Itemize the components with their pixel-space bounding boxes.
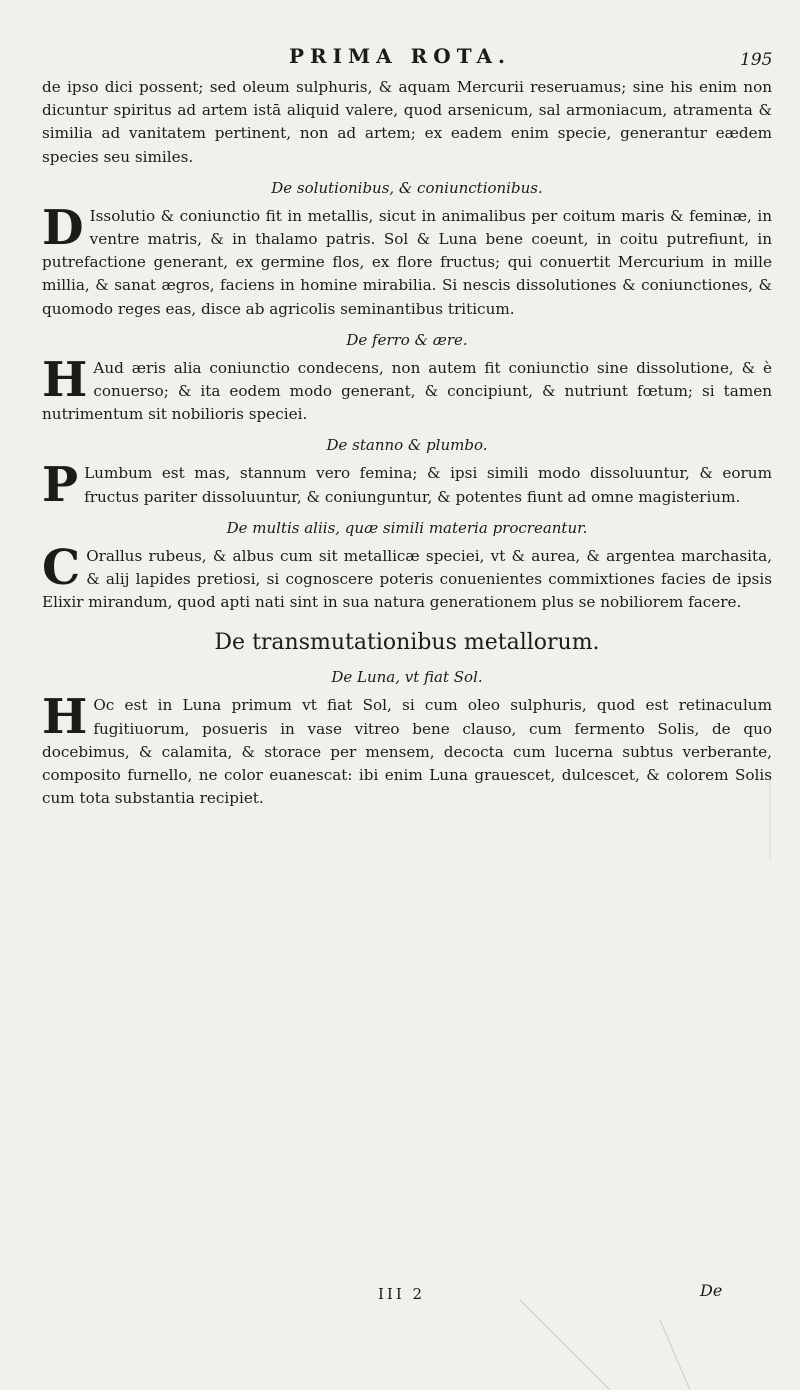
paragraph-text: Lumbum est mas, stannum vero femina; & ipsi simili modo dissoluuntur, & eorum fructus pariter dissoluuntur, & coniunguntur, & potentes fiunt ad omne magisterium. — [84, 464, 772, 506]
paragraph-text: Oc est in Luna primum vt fiat Sol, si cum oleo sulphuris, quod est retinaculum fugitiuorum, posueris in vase vitreo bene clauso, cum fermento Solis, de quo docebimus, & calamita, & storace per mensem, decocta cum lucerna subtus verberante, composito furnello, ne color euanescat: ibi enim Luna grauescet, dulcescet, & colorem Solis cum tota substantia recipiet. — [42, 696, 772, 808]
section-paragraph — [42, 351, 772, 427]
paragraph-text: Aud æris alia coniunctio condecens, non autem fit coniunctio sine dissolutione, & è conuerso; & ita eodem modo generant, & concipiunt, & nutriunt fœtum; si tamen nutrimentum sit nobilioris speciei. — [42, 358, 772, 424]
section-title: De Luna, vt fiat Sol. — [331, 668, 483, 687]
paragraph-text: Issolutio & coniunctio fit in metallis, sicut in animalibus per coitum maris & feminæ, in ventre matris, & in thalamo patris. Sol & Luna bene coeunt, in coitu putrefiunt, in putrefactione generant, ex germine flos, ex flore fructus; qui conuertit Mercurium in mille millia, & sanat ægros, faciens in homine mirabilia. Si nescis dissolutiones & coniunctiones, & quomodo reges eas, disce ab agricolis seminantibus triticum. — [42, 206, 772, 318]
section-paragraph — [42, 539, 772, 615]
drop-capital: C — [42, 539, 81, 596]
section-title: De stanno & plumbo. — [326, 436, 488, 455]
paragraph-text: Orallus rubeus, & albus cum sit metallicæ speciei, vt & aurea, & argentea marchasita, & alij lapides pretiosi, si cognoscere poteris conuenientes commixtiones facies de ipsis Elixir mirandum, quod apti nati sint in sua natura generationem plus se nobiliorem facere. — [42, 546, 772, 612]
continuation-paragraph: de ipso dici possent; sed oleum sulphuris, & aquam Mercurii reseruamus; sine his enim non dicuntur spiritus ad artem istā aliquid valere, quod arsenicum, sal armoniacum, atramenta & similia ad vanitatem pertinent, non ad artem; ex eadem enim specie, generantur eædem species seu similes. — [42, 78, 772, 166]
section-paragraph — [42, 457, 772, 514]
catchword: De — [700, 1281, 723, 1300]
section-title: De solutionibus, & coniunctionibus. — [271, 178, 543, 197]
drop-capital: D — [42, 199, 84, 256]
running-head: PRIMA ROTA. — [289, 44, 511, 68]
chapter-heading: De transmutationibus metallorum. — [214, 630, 600, 656]
signature-mark: III 2 — [378, 1285, 426, 1303]
page-body — [42, 76, 772, 810]
section-title: De ferro & ære. — [346, 330, 468, 349]
section-title: De multis aliis, quæ simili materia procreantur. — [226, 518, 588, 537]
drop-capital: H — [42, 689, 88, 746]
section-paragraph — [42, 689, 772, 810]
page-number: 195 — [740, 50, 773, 70]
section-paragraph — [42, 199, 772, 321]
drop-capital: P — [42, 457, 79, 514]
drop-capital: H — [42, 351, 88, 408]
page-footer — [0, 1281, 800, 1315]
